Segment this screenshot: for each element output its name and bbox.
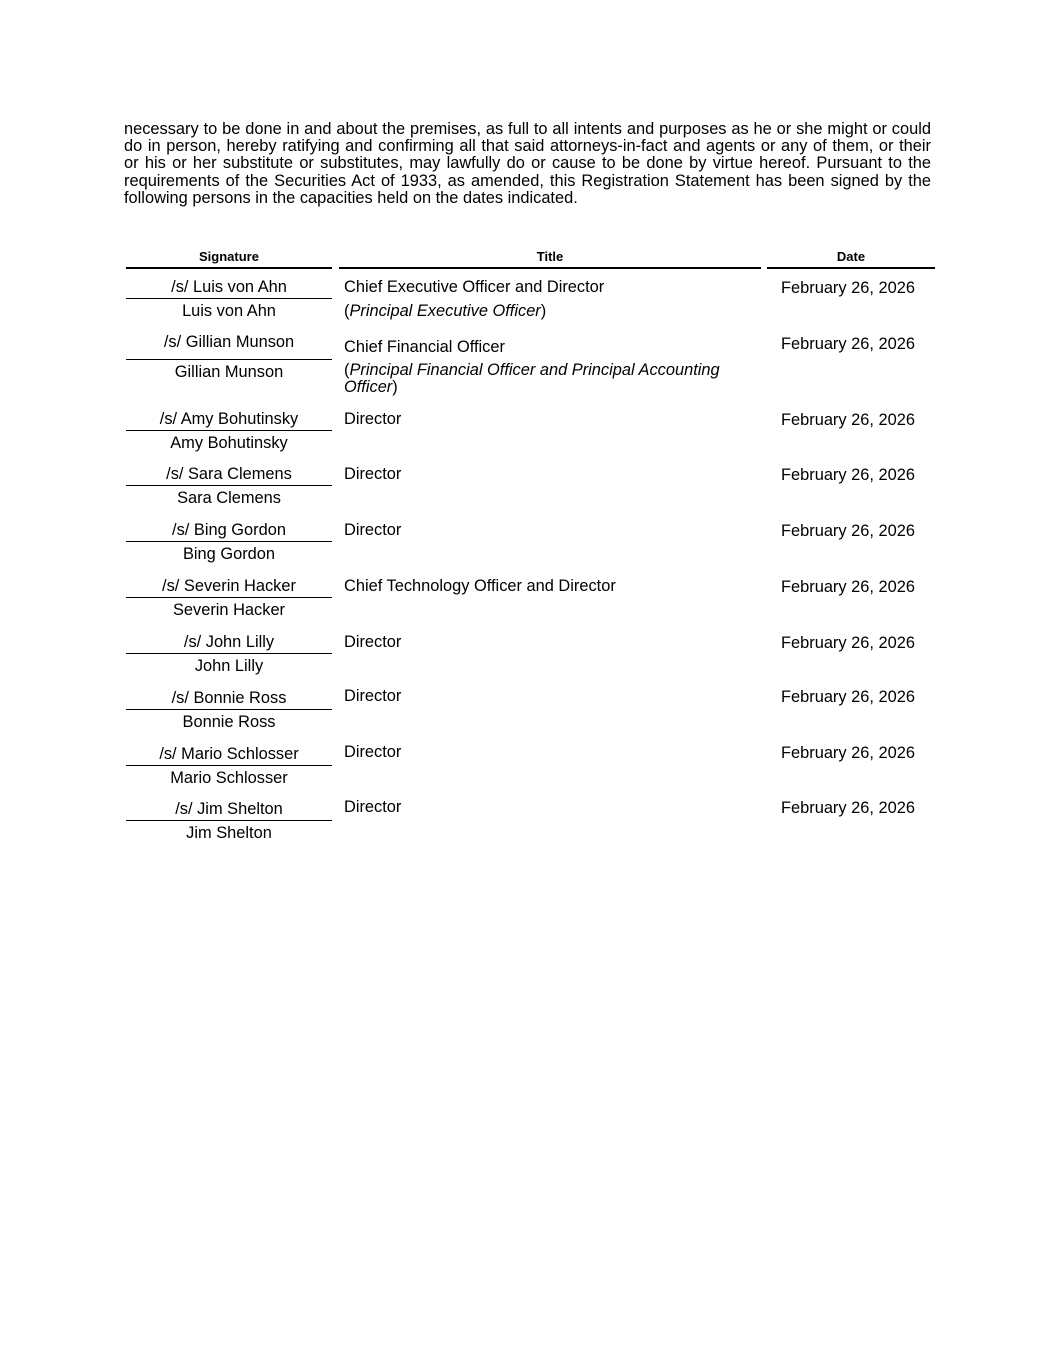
signed-name: /s/ Jim Shelton [126, 798, 332, 821]
title-cell: Director [344, 687, 402, 705]
title-cell: Director [344, 521, 402, 539]
printed-name: John Lilly [194, 657, 264, 675]
signature-cell [126, 463, 332, 508]
signed-name: /s/ Bonnie Ross [126, 687, 332, 710]
title-cell: Director [344, 410, 402, 428]
signature-cell [126, 575, 332, 620]
title-cell: Director [344, 798, 402, 816]
title-cell: Director [344, 743, 402, 761]
title-cell [344, 279, 754, 320]
signature-cell [126, 276, 332, 321]
title-cell: Chief Technology Officer and Director [344, 577, 616, 595]
date-cell: February 26, 2026 [781, 744, 915, 762]
title-header: Title [339, 247, 761, 269]
title-text: Chief Financial Officer [344, 338, 505, 356]
title-cell: Director [344, 633, 402, 651]
printed-name: Bonnie Ross [182, 713, 276, 731]
printed-name: Gillian Munson [174, 363, 284, 381]
title-subtitle: (Principal Executive Officer) [344, 302, 547, 320]
date-cell: February 26, 2026 [781, 634, 915, 652]
signature-cell [126, 408, 332, 453]
signed-name: /s/ Luis von Ahn [126, 276, 332, 299]
date-cell: February 26, 2026 [781, 522, 915, 540]
signed-name: /s/ Mario Schlosser [126, 743, 332, 766]
signature-cell [126, 687, 332, 732]
date-header: Date [767, 247, 935, 269]
date-cell: February 26, 2026 [781, 578, 915, 596]
signed-name: /s/ Sara Clemens [126, 463, 332, 486]
signature-cell [126, 743, 332, 788]
signed-name: /s/ Bing Gordon [126, 519, 332, 542]
printed-name: Sara Clemens [177, 489, 281, 507]
signature-header: Signature [126, 247, 332, 269]
signature-cell [126, 330, 332, 382]
date-cell: February 26, 2026 [781, 688, 915, 706]
date-cell: February 26, 2026 [781, 411, 915, 429]
printed-name: Bing Gordon [182, 545, 276, 563]
signature-cell [126, 631, 332, 676]
signed-name: /s/ John Lilly [126, 631, 332, 654]
printed-name: Jim Shelton [186, 824, 272, 842]
printed-name: Amy Bohutinsky [170, 434, 288, 452]
date-cell: February 26, 2026 [781, 466, 915, 484]
printed-name: Severin Hacker [172, 601, 286, 619]
title-cell [344, 339, 754, 396]
signature-cell [126, 519, 332, 564]
date-cell: February 26, 2026 [781, 799, 915, 817]
printed-name: Luis von Ahn [182, 302, 276, 320]
signed-name: /s/ Amy Bohutinsky [126, 408, 332, 431]
body-paragraph: necessary to be done in and about the premises, as full to all intents and purposes as he or she might or could do in person, hereby ratifying and confirming all that said attorneys-in-fact and agents or any of them, or their or his or her substitute or substitutes, may lawfully do or cause to be done by virtue hereof. Pursuant to the requirements of the Securities Act of 1933, as amended, this Registration Statement has been signed by the following persons in the capacities held on the dates indicated. [124, 120, 931, 207]
printed-name: Mario Schlosser [170, 769, 288, 787]
title-text: Chief Executive Officer and Director [344, 278, 605, 296]
title-subtitle: (Principal Financial Officer and Principal Accounting Officer) [344, 361, 720, 396]
date-cell: February 26, 2026 [781, 279, 915, 297]
signed-name: /s/ Gillian Munson [126, 330, 332, 360]
signature-cell [126, 798, 332, 843]
signed-name: /s/ Severin Hacker [126, 575, 332, 598]
date-cell: February 26, 2026 [781, 335, 915, 353]
title-cell: Director [344, 465, 402, 483]
